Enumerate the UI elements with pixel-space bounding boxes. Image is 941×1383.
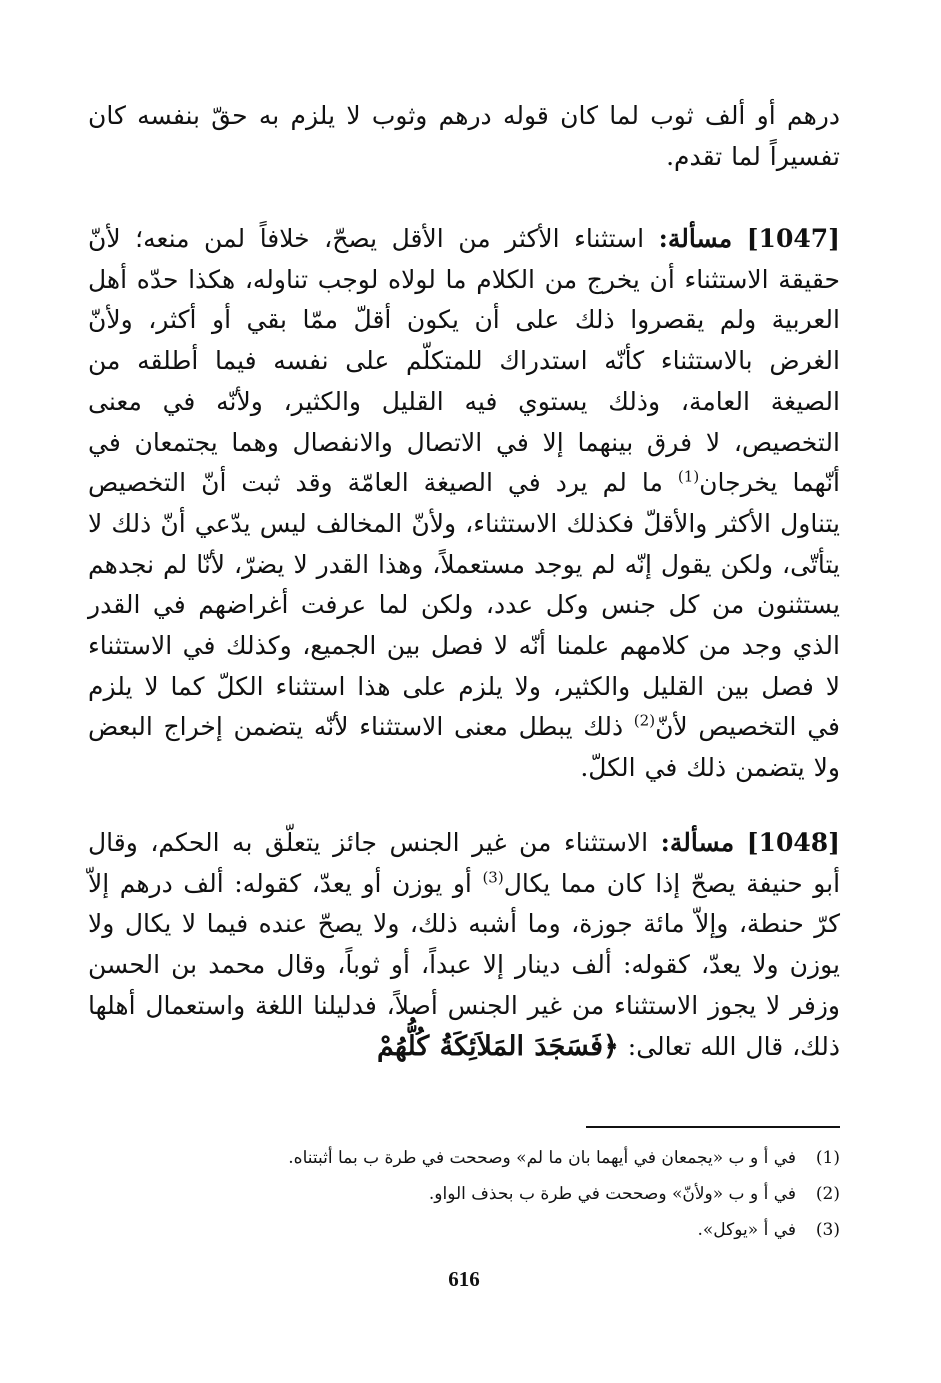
issue-number: [1048] (746, 828, 840, 857)
issue-label: مسألة: (660, 828, 735, 857)
issue-text: الاستثناء من غير الجنس جائز يتعلّق به الحكم، وقال أبو حنيفة يصحّ إذا كان مما يكال (88, 828, 841, 898)
intro-paragraph (88, 96, 840, 177)
footnote-item (88, 1212, 840, 1248)
book-page (88, 88, 840, 1358)
quran-quote: ﴿فَسَجَدَ المَلاَئِكَةُ كُلُّهُمْ (377, 1030, 619, 1062)
issue-1047-paragraph (88, 219, 840, 789)
issue-label: مسألة: (658, 224, 733, 253)
footnote-ref-1[interactable]: (1) (677, 467, 700, 486)
footnote-item (88, 1176, 840, 1212)
footnote-text: في أ و ب «ولأنّ» وصححت في طرة ب بحذف الواو. (428, 1184, 796, 1204)
footnote-text: في أ و ب «يجمعان في أيهما بان ما لم» وصححت في طرة ب بما أثبتناه. (288, 1148, 796, 1168)
issue-text: ما لم يرد في الصيغة العامّة وقد ثبت أنّ التخصيص يتناول الأكثر والأقلّ فكذلك الاستثناء، ولأنّ المخالف ليس يدّعي أنّ ذلك لا يتأتّى، ولكن يقول إنّه لم يوجد مستعملاً، وهذا القدر لا يضرّ، لأنّا لم نجدهم يستثنون من كل جنس وكل عدد، ولكن لما عرفت أغراضهم في القدر الذي وجد من كلامهم علمنا أنّه لا فصل بين الجميع، وكذلك في الاستثناء لا فصل بين القليل والكثير، ولا يلزم على هذا استثناء الكلّ كما لا يلزم في التخصيص لأنّ (88, 468, 840, 742)
page-number: 616 (448, 1267, 480, 1291)
footnote-item (88, 1140, 840, 1176)
footnotes (88, 1140, 840, 1248)
issue-number: [1047] (746, 224, 840, 253)
issue-1048-paragraph (88, 823, 840, 1067)
footnote-ref-2[interactable]: (2) (633, 712, 656, 731)
footnote-mark: (2) (815, 1184, 840, 1204)
footnote-mark: (1) (815, 1148, 840, 1168)
footnote-divider (586, 1126, 840, 1128)
intro-text: درهم أو ألف ثوب لما كان قوله درهم وثوب لا يلزم به حقّ بنفسه كان تفسيراً لما تقدم. (88, 101, 840, 171)
footnote-text: في أ «يوكل». (697, 1220, 796, 1240)
footnote-mark: (3) (815, 1220, 840, 1240)
footnote-ref-3[interactable]: (3) (482, 868, 504, 887)
issue-text: أو يوزن أو يعدّ، كقوله: ألف درهم إلاّ كرّ حنطة، وإلاّ مائة جوزة، وما أشبه ذلك، ولا يصحّ عنده فيما لا يكال ولا يوزن ولا يعدّ، كقوله: ألف دينار إلا عبداً، أو ثوباً، وقال محمد بن الحسن وزفر لا يجوز الاستثناء من غير الجنس أصلاً، فدليلنا اللغة واستعمال أهلها ذلك، قال الله تعالى: (88, 868, 840, 1061)
issue-text: استثناء الأكثر من الأقل يصحّ، خلافاً لمن منعه؛ لأنّ حقيقة الاستثناء أن يخرج من الكلام ما لولاه لوجب تناوله، هكذا حدّه أهل العربية ولم يقصروا ذلك على أن يكون أقلّ ممّا بقي أو أكثر، ولأنّ الغرض بالاستثناء كأنّه استدراك للمتكلّم على نفسه فيما أطلقه من الصيغة العامة، وذلك يستوي فيه القليل والكثير، ولأنّه في معنى التخصيص، لا فرق بينهما إلا في الاتصال والانفصال وهما يجتمعان في أنّهما يخرجان (88, 224, 840, 498)
issue-text: ذلك يبطل معنى الاستثناء لأنّه يتضمن إخراج البعض ولا يتضمن ذلك في الكلّ. (88, 712, 840, 783)
